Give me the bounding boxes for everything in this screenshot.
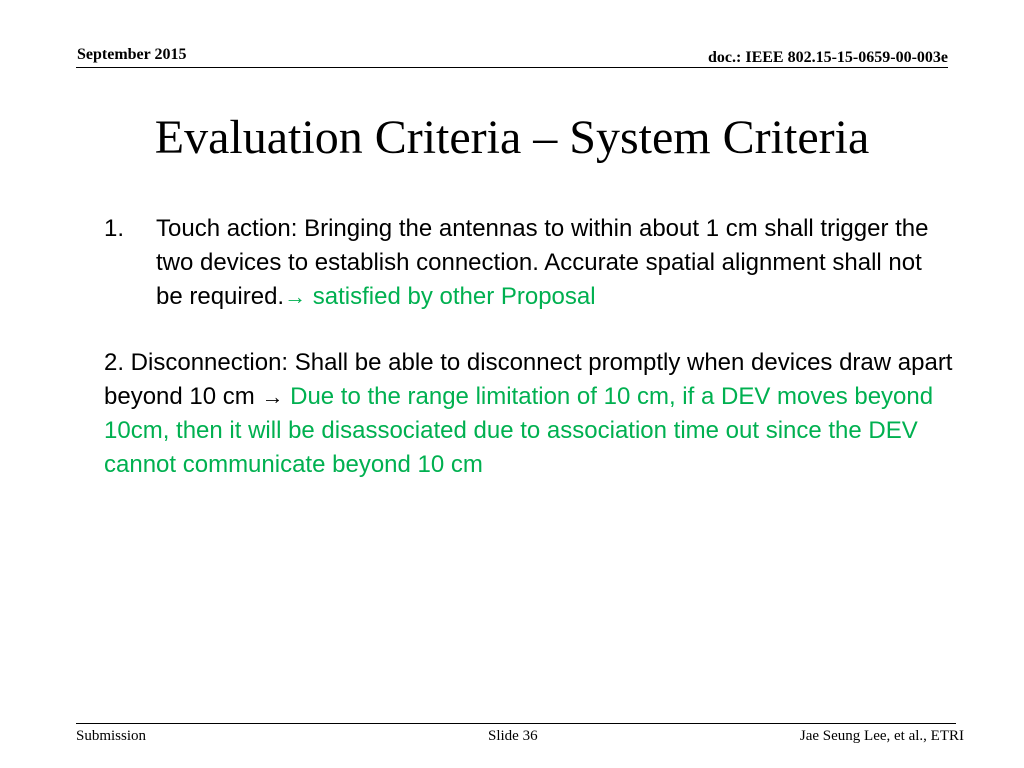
footer-author: Jae Seung Lee, et al., ETRI	[799, 728, 964, 744]
slide-title: Evaluation Criteria – System Criteria	[154, 111, 870, 164]
header-date: September 2015	[77, 46, 187, 63]
footer-submission: Submission	[76, 728, 147, 744]
list-item-2	[104, 346, 954, 482]
item-text: 2. Disconnection: Shall be able to disconnect promptly when devices draw apart beyond 10 cm	[104, 349, 953, 410]
item-text: Touch action: Bringing the antennas to within about 1 cm shall trigger the two devices to establish connection. Accurate spatial alignment shall not be required.	[156, 215, 929, 310]
header-divider	[76, 67, 948, 68]
arrow-right-icon: →	[261, 384, 284, 409]
slide-body	[104, 212, 954, 482]
list-item-1	[104, 212, 954, 314]
footer-divider	[76, 723, 956, 724]
item-note: Due to the range limitation of 10 cm, if a DEV moves beyond 10cm, then it will be disassociated due to association time out since the DEV cannot communicate beyond 10 cm	[104, 383, 934, 478]
header-doc-id: doc.: IEEE 802.15-15-0659-00-003e	[708, 49, 948, 66]
item-number: 1.	[104, 215, 125, 242]
arrow-right-icon: →	[284, 284, 307, 309]
footer-slide-number: Slide 36	[488, 728, 538, 744]
item-note: satisfied by other Proposal	[306, 283, 596, 310]
